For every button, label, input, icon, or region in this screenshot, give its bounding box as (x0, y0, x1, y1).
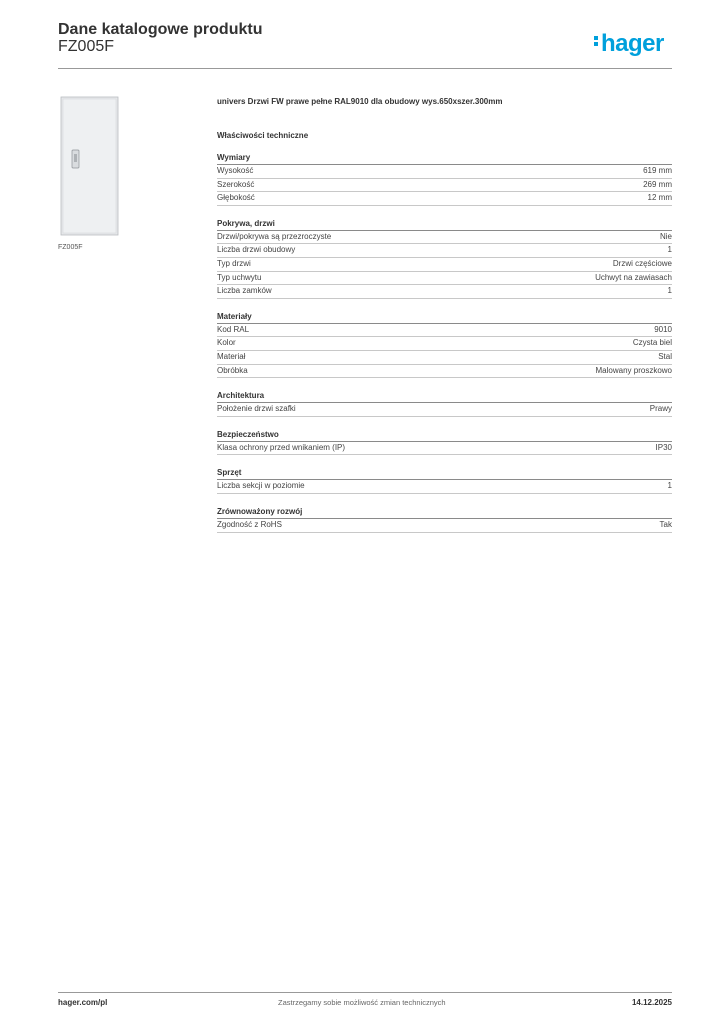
section-title: Architektura (217, 389, 672, 403)
property-value: 12 mm (647, 193, 672, 203)
product-code: FZ005F (58, 38, 115, 55)
property-label: Liczba zamków (217, 286, 272, 296)
property-row (217, 351, 672, 365)
property-row (217, 285, 672, 299)
property-label: Kod RAL (217, 324, 250, 334)
property-label: Materiał (217, 351, 246, 361)
property-value: Tak (659, 519, 672, 529)
property-row (217, 192, 672, 206)
property-row (217, 258, 672, 272)
page-footer (58, 992, 672, 1007)
property-label: Drzwi/pokrywa są przezroczyste (217, 231, 332, 241)
property-row (217, 337, 672, 351)
property-row (217, 231, 672, 245)
property-label: Typ drzwi (217, 258, 251, 268)
property-value: Nie (659, 231, 672, 241)
property-value: Stal (658, 351, 672, 361)
property-label: Obróbka (217, 365, 248, 375)
property-row (217, 244, 672, 258)
property-label: Głębokość (217, 193, 255, 203)
property-value: 269 mm (643, 179, 672, 189)
property-value: Prawy (649, 404, 672, 414)
property-value: 1 (667, 481, 672, 491)
property-label: Wysokość (217, 166, 254, 175)
technical-properties-heading: Właściwości techniczne (217, 131, 309, 140)
product-description: univers Drzwi FW prawe pełne RAL9010 dla obudowy wys.650xszer.300mm (217, 97, 503, 106)
property-label: Typ uchwytu (217, 272, 262, 282)
property-value: 1 (667, 286, 672, 296)
property-value: Czysta biel (632, 338, 672, 348)
footer-date: 14.12.2025 (631, 998, 672, 1007)
property-row (217, 519, 672, 533)
property-label: Zgodność z RoHS (217, 519, 282, 529)
property-label: Klasa ochrony przed wnikaniem (IP) (217, 442, 346, 452)
document-title: Dane katalogowe produktu (58, 21, 263, 38)
product-image-caption: FZ005F (58, 244, 83, 251)
logo-dots-icon (594, 34, 599, 48)
section-title: Pokrywa, drzwi (217, 217, 672, 231)
property-value: Drzwi częściowe (612, 258, 672, 268)
hager-logo (594, 30, 664, 58)
property-value: 1 (667, 245, 672, 255)
footer-website: hager.com/pl (58, 998, 108, 1007)
property-row (217, 365, 672, 379)
section-title: Bezpieczeństwo (217, 428, 672, 442)
property-row (217, 403, 672, 417)
property-row (217, 442, 672, 456)
property-label: Kolor (217, 338, 236, 348)
section-title: Materiały (217, 310, 672, 324)
property-label: Liczba drzwi obudowy (217, 245, 296, 255)
property-value: IP30 (655, 442, 672, 452)
section-title: Wymiary (217, 151, 672, 165)
property-value: Uchwyt na zawiasach (595, 272, 672, 282)
product-image (58, 96, 208, 237)
property-row (217, 272, 672, 286)
section-title: Sprzęt (217, 466, 672, 480)
property-value: 9010 (654, 324, 672, 334)
footer-disclaimer: Zastrzegamy sobie możliwość zmian technicznych (278, 998, 446, 1007)
header-divider (58, 68, 672, 69)
property-value: Malowany proszkowo (595, 365, 672, 375)
property-label: Położenie drzwi szafki (217, 404, 296, 414)
property-label: Liczba sekcji w poziomie (217, 481, 305, 491)
property-value: 619 mm (643, 166, 672, 175)
property-label: Szerokość (217, 179, 255, 189)
property-row (217, 165, 672, 179)
property-row (217, 480, 672, 494)
logo-text: hager (601, 30, 664, 57)
product-details (217, 96, 672, 533)
section-title: Zrównoważony rozwój (217, 505, 672, 519)
property-sections (217, 151, 672, 533)
property-row (217, 179, 672, 193)
property-row (217, 324, 672, 338)
